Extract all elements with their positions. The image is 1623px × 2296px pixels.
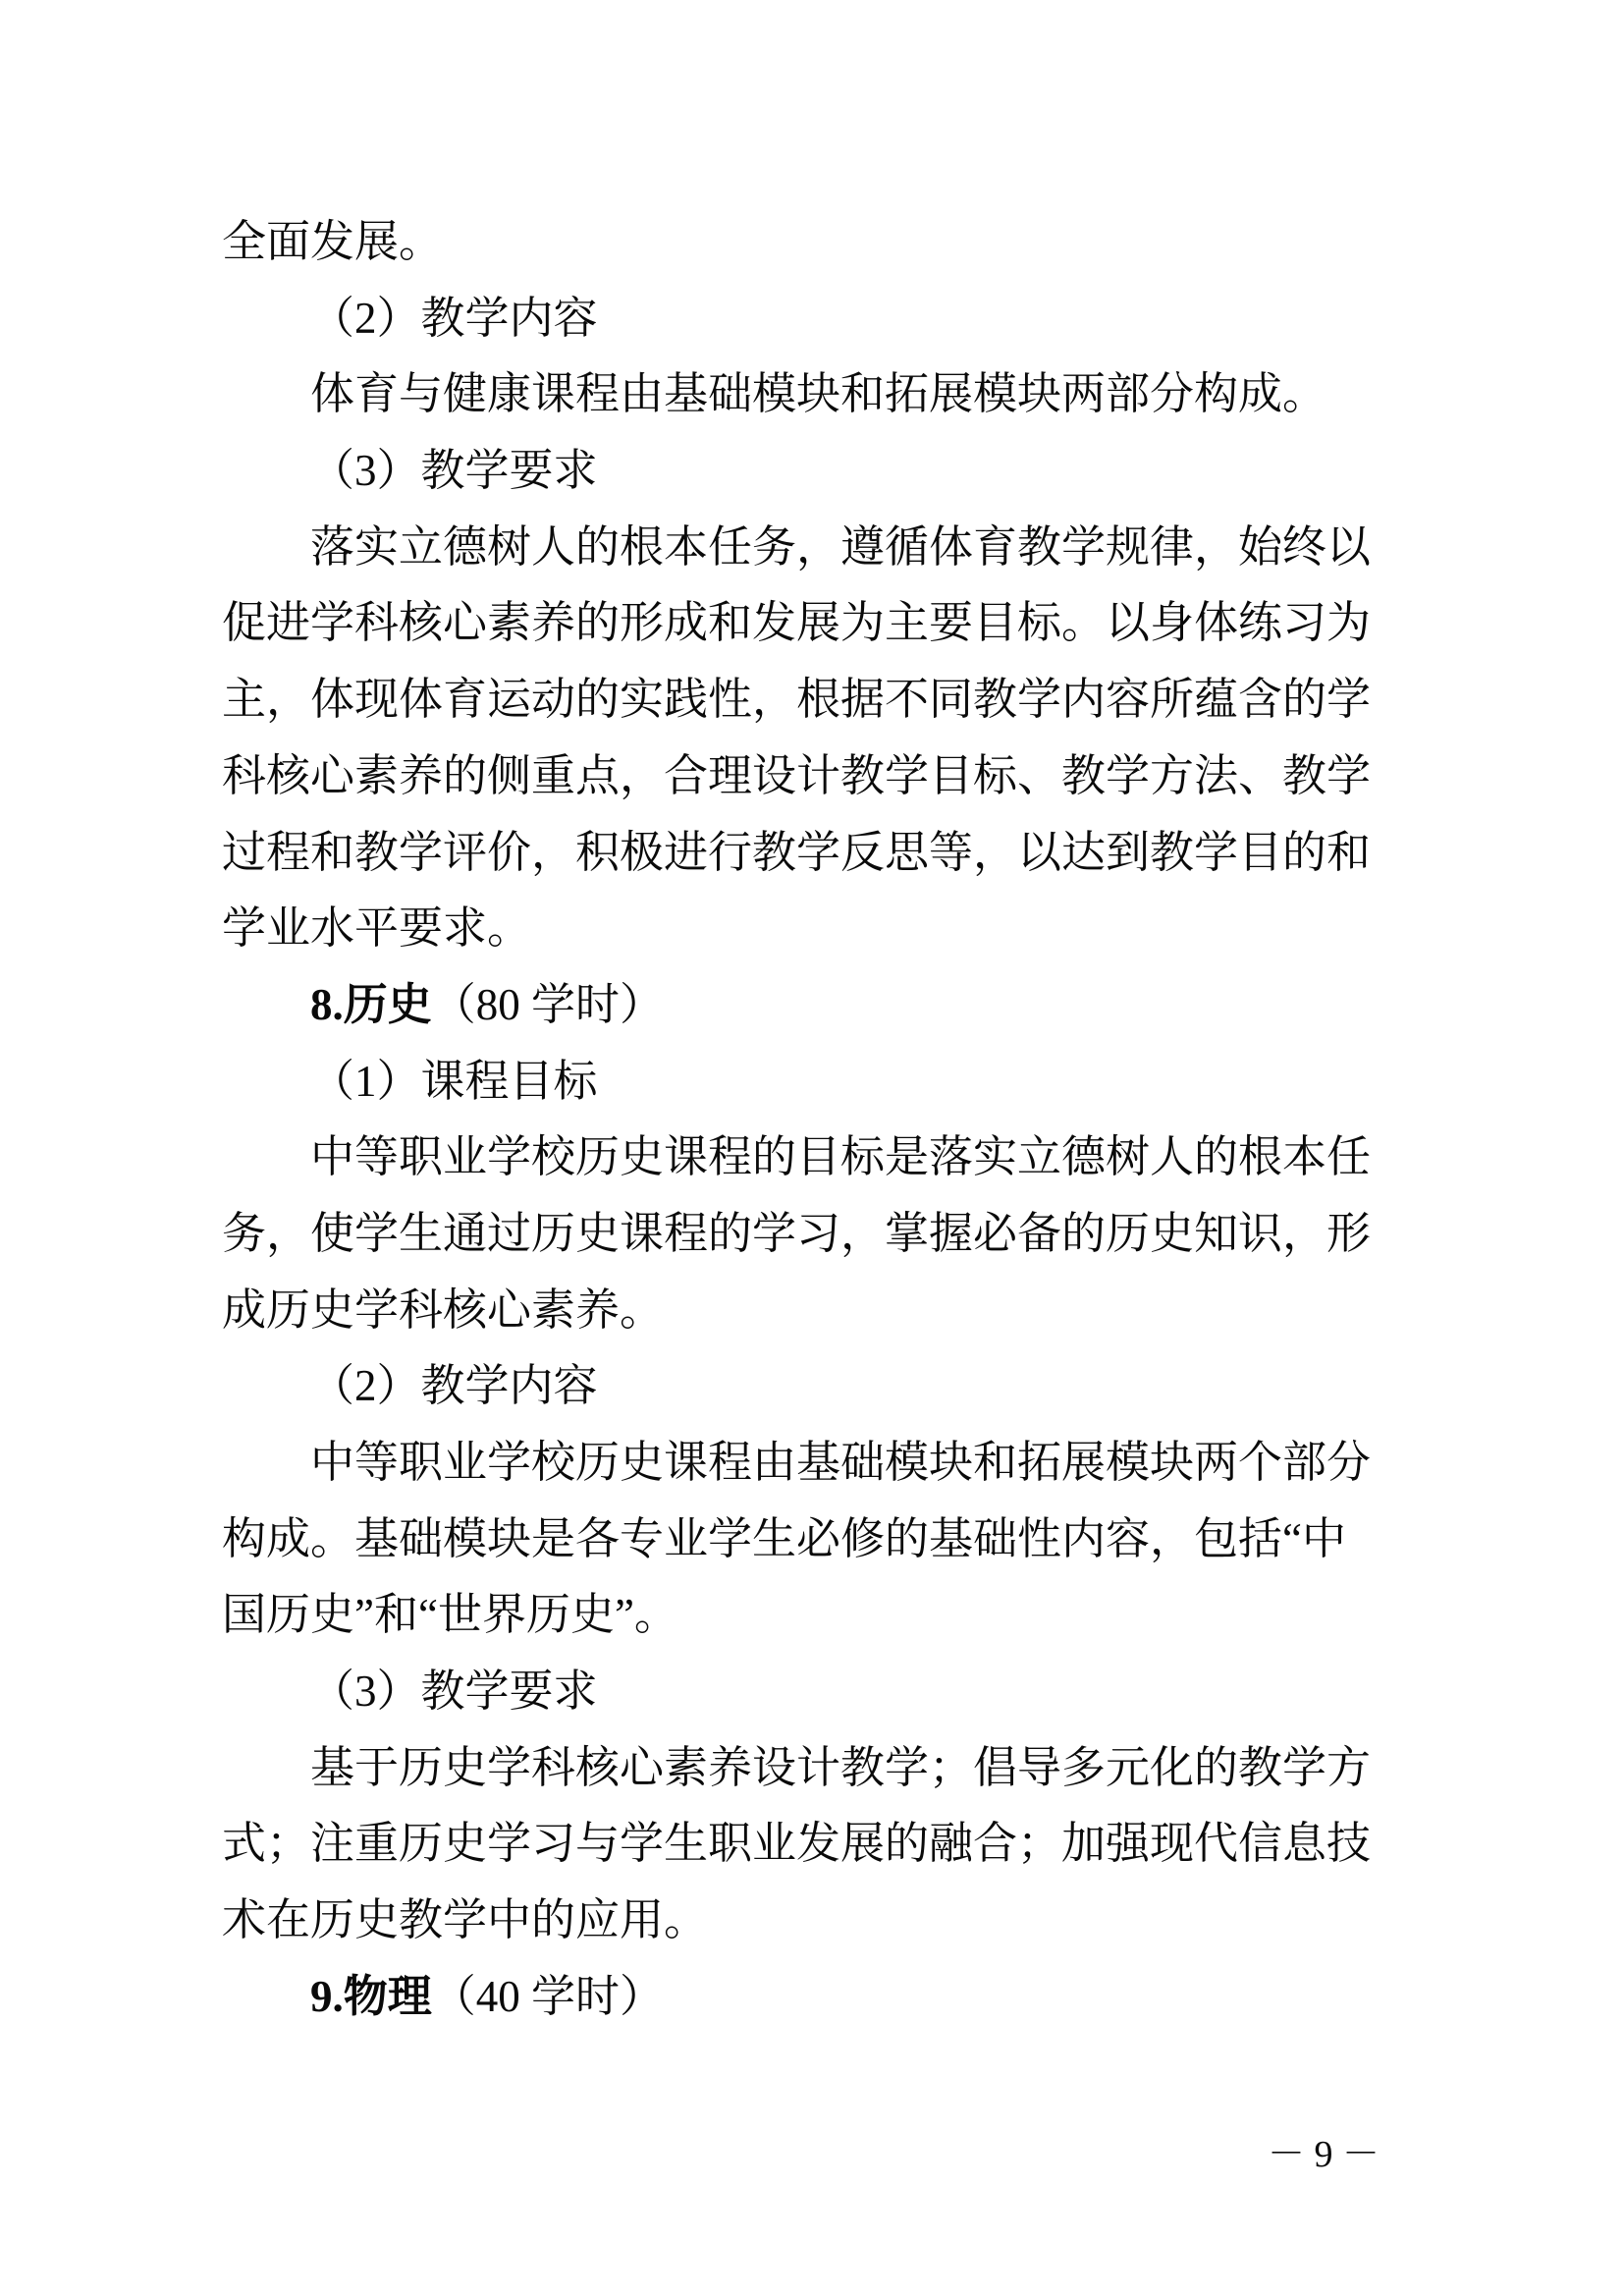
- text-line: [222, 1883, 1371, 1959]
- line-text: （2）教学内容: [310, 1361, 598, 1411]
- text-line: [222, 1577, 1371, 1654]
- section-heading-history: [222, 967, 1371, 1044]
- line-text: 体育与健康课程由基础模块和拓展模块两部分构成。: [310, 369, 1327, 419]
- line-text: （2）教学内容: [310, 293, 598, 343]
- text-line: [222, 1730, 1371, 1807]
- line-text: 中等职业学校历史课程由基础模块和拓展模块两个部分: [310, 1438, 1372, 1487]
- text-line: [222, 204, 1371, 281]
- text-line: [222, 815, 1371, 892]
- text-line: [222, 1806, 1371, 1883]
- document-text-block: [222, 204, 1371, 2036]
- line-text: 式；注重历史学习与学生职业发展的融合；加强现代信息技: [222, 1819, 1372, 1869]
- line-text: 科核心素养的侧重点，合理设计教学目标、教学方法、教学: [222, 750, 1372, 800]
- text-line: [222, 356, 1371, 433]
- text-line: [222, 1196, 1371, 1273]
- text-line: [222, 1654, 1371, 1730]
- text-line: [222, 510, 1371, 586]
- text-line: [222, 738, 1371, 815]
- line-text: 学业水平要求。: [222, 903, 532, 954]
- line-text: 基于历史学科核心素养设计教学；倡导多元化的教学方: [310, 1742, 1372, 1792]
- section-number-title: 8.历史: [310, 979, 432, 1029]
- line-text: （3）教学要求: [310, 446, 598, 496]
- line-text: 促进学科核心素养的形成和发展为主要目标。以身体练习为: [222, 598, 1372, 648]
- text-line: [222, 1120, 1371, 1196]
- line-text: 全面发展。: [222, 217, 444, 266]
- text-line: [222, 891, 1371, 967]
- text-line: [222, 662, 1371, 738]
- text-line: [222, 1425, 1371, 1502]
- section-hours: （80 学时）: [431, 979, 665, 1029]
- line-text: 落实立德树人的根本任务，遵循体育教学规律，始终以: [310, 521, 1372, 572]
- text-line: [222, 1044, 1371, 1121]
- line-text: 主，体现体育运动的实践性，根据不同教学内容所蕴含的学: [222, 675, 1372, 725]
- section-heading-physics: [222, 1959, 1371, 2036]
- text-line: [222, 585, 1371, 662]
- line-text: （3）教学要求: [310, 1667, 598, 1717]
- line-text: 中等职业学校历史课程的目标是落实立德树人的根本任: [310, 1132, 1372, 1182]
- line-text: 术在历史教学中的应用。: [222, 1895, 709, 1945]
- text-line: [222, 1502, 1371, 1578]
- page-number: － 9 －: [1267, 2134, 1380, 2175]
- line-text: 构成。基础模块是各专业学生必修的基础性内容，包括“中: [222, 1513, 1346, 1563]
- line-text: 国历史”和“世界历史”。: [222, 1590, 678, 1640]
- text-line: [222, 1273, 1371, 1349]
- line-text: 务，使学生通过历史课程的学习，掌握必备的历史知识，形: [222, 1208, 1372, 1258]
- line-text: （1）课程目标: [310, 1056, 598, 1106]
- text-line: [222, 433, 1371, 510]
- line-text: 成历史学科核心素养。: [222, 1285, 665, 1335]
- section-number-title: 9.物理: [310, 1971, 432, 2021]
- line-text: 过程和教学评价，积极进行教学反思等，以达到教学目的和: [222, 827, 1372, 877]
- text-line: [222, 1348, 1371, 1425]
- text-line: [222, 281, 1371, 357]
- section-hours: （40 学时）: [431, 1971, 665, 2021]
